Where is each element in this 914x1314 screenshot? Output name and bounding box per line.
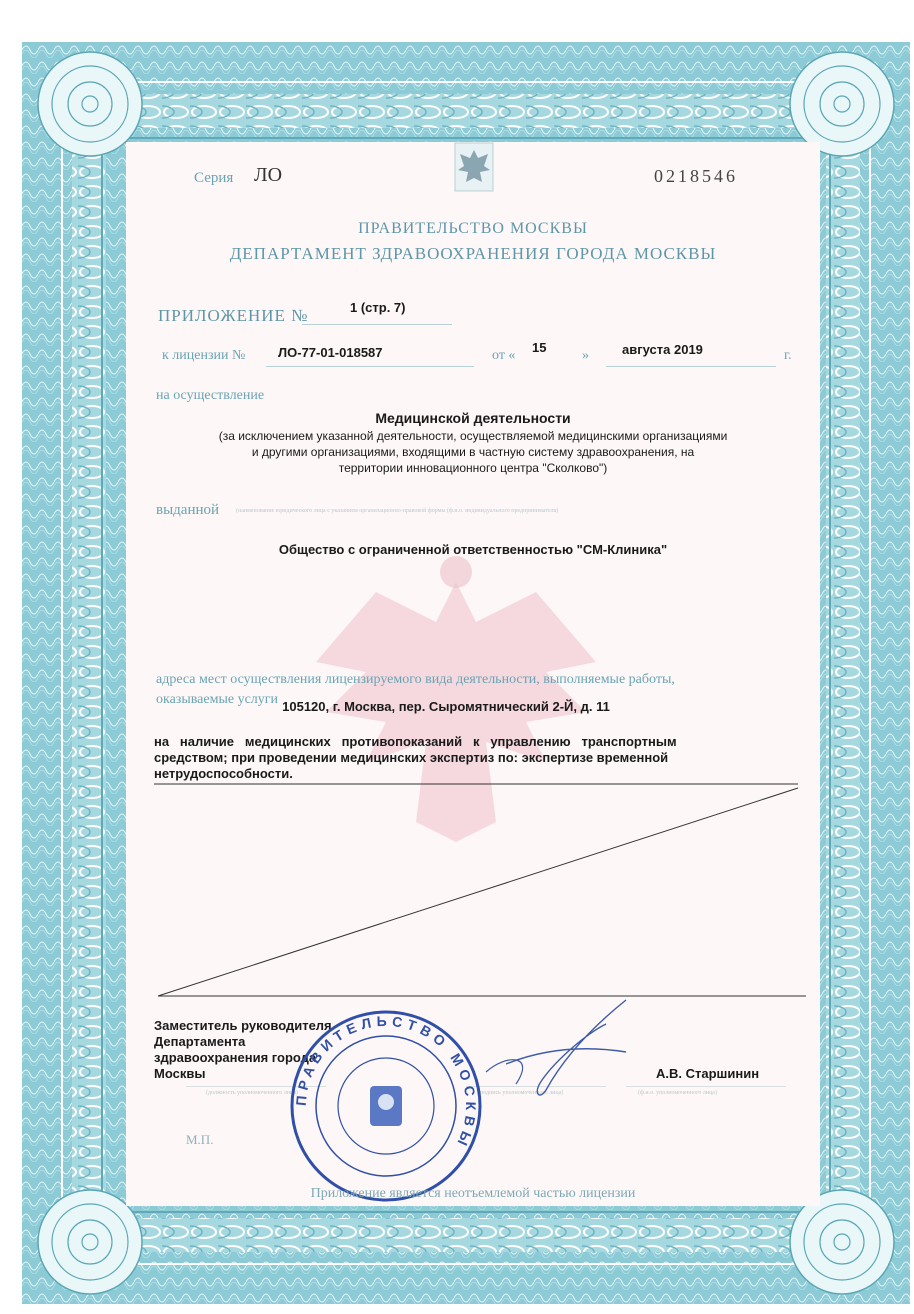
license-label: к лицензии № <box>162 348 246 363</box>
license-from-label: от « <box>492 348 516 363</box>
name-hint: (ф.и.о. уполномоченного лица) <box>638 1090 717 1096</box>
name-underline <box>626 1086 786 1087</box>
footer-note: Приложение является неотъемлемой частью лицензии <box>310 1186 636 1201</box>
government-title: ПРАВИТЕЛЬСТВО МОСКВЫ <box>358 220 588 237</box>
license-month-year: августа 2019 <box>622 342 703 357</box>
license-number: ЛО-77-01-018587 <box>278 345 383 360</box>
series-label: Серия <box>194 170 234 186</box>
services-line-1: на наличие медицинских противопоказаний к управлению транспортным <box>154 734 677 749</box>
license-day: 15 <box>532 340 547 355</box>
signatory-position-line-4: Москвы <box>154 1066 206 1081</box>
license-year-suffix: г. <box>784 348 792 363</box>
issued-hint: (наименование юридического лица с указанием организационно-правовой формы (ф.и.о. индивидуального предпринимателя) <box>236 508 559 514</box>
issued-label: выданной <box>156 502 220 518</box>
activity-line-3: территории инновационного центра "Сколково") <box>338 461 608 475</box>
signatory-name: А.В. Старшинин <box>656 1066 760 1081</box>
seal-place-label: М.П. <box>186 1132 214 1147</box>
appendix-value: 1 (стр. 7) <box>350 300 406 315</box>
signatory-position-line-3: здравоохранения города <box>154 1050 317 1065</box>
address-label-line-2: оказываемые услуги <box>156 692 279 707</box>
activity-label: на осуществление <box>156 388 265 403</box>
position-hint: (должность уполномоченного лица) <box>206 1090 298 1096</box>
address-label-line-1: адреса мест осуществления лицензируемого вида деятельности, выполняемые работы, <box>156 672 675 687</box>
svg-text:ПРАВИТЕЛЬСТВО МОСКВЫ: ПРАВИТЕЛЬСТВО МОСКВЫ <box>292 1012 480 1153</box>
official-stamp-icon <box>286 1006 486 1206</box>
services-line-3: нетрудоспособности. <box>154 766 293 781</box>
signatory-position-line-1: Заместитель руководителя <box>154 1018 332 1033</box>
license-quote-close: » <box>582 348 589 363</box>
form-number: 0218546 <box>654 166 738 186</box>
services-line-2: средством; при проведении медицинских экспертиз по: экспертизе временной <box>154 750 669 765</box>
activity-line-1: (за исключением указанной деятельности, осуществляемой медицинскими организациями <box>218 429 728 443</box>
handwritten-signature-icon <box>476 994 646 1104</box>
signature-hint: (подпись уполномоченного лица) <box>478 1090 564 1096</box>
document-body <box>126 142 820 1206</box>
department-title: ДЕПАРТАМЕНТ ЗДРАВООХРАНЕНИЯ ГОРОДА МОСКВЫ <box>229 244 717 263</box>
activity-title: Медицинской деятельности <box>375 410 571 426</box>
appendix-label: ПРИЛОЖЕНИЕ № <box>158 306 309 325</box>
address-value: 105120, г. Москва, пер. Сыромятнический 2-Й, д. 11 <box>282 699 610 714</box>
activity-line-2: и другими организациями, входящими в частную систему здравоохранения, на <box>251 445 695 459</box>
series-value: ЛО <box>254 164 283 186</box>
issued-organization: Общество с ограниченной ответственностью "СМ-Клиника" <box>278 542 668 557</box>
license-sheet <box>22 42 910 1304</box>
signatory-position-line-2: Департамента <box>154 1034 246 1049</box>
